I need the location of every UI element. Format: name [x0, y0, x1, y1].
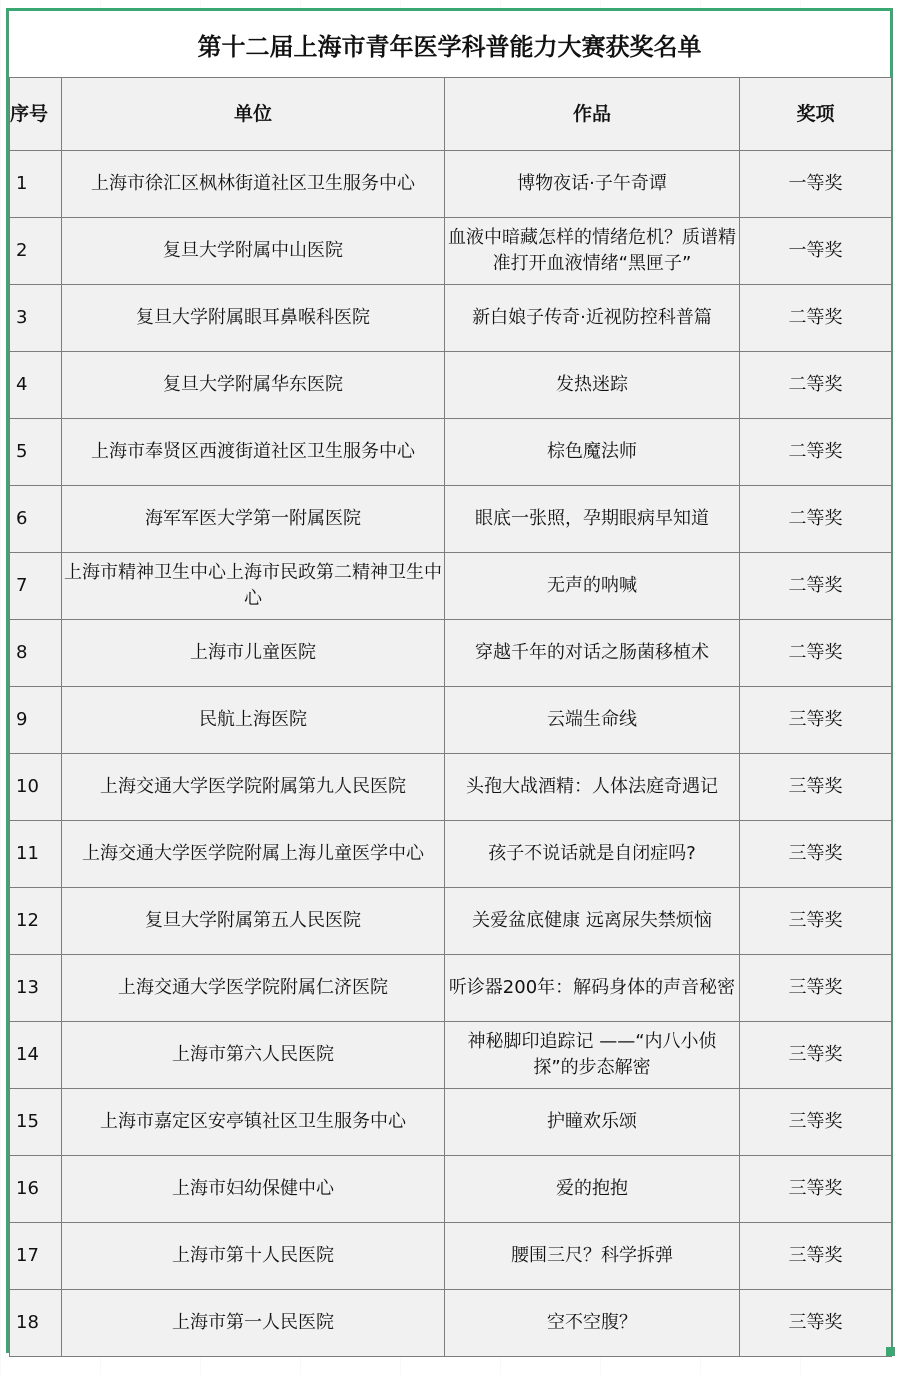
cell-award[interactable]: 二等奖	[740, 620, 892, 687]
cell-unit[interactable]: 上海市精神卫生中心上海市民政第二精神卫生中心	[62, 553, 445, 620]
cell-award[interactable]: 二等奖	[740, 352, 892, 419]
table-row	[10, 151, 892, 218]
cell-unit[interactable]: 复旦大学附属第五人民医院	[62, 888, 445, 955]
table-row	[10, 1089, 892, 1156]
cell-work[interactable]: 护瞳欢乐颂	[445, 1089, 740, 1156]
cell-no[interactable]: 1	[10, 151, 62, 218]
cell-unit[interactable]: 民航上海医院	[62, 687, 445, 754]
cell-no[interactable]: 15	[10, 1089, 62, 1156]
cell-work[interactable]: 听诊器200年：解码身体的声音秘密	[445, 955, 740, 1022]
cell-unit[interactable]: 上海市奉贤区西渡街道社区卫生服务中心	[62, 419, 445, 486]
cell-award[interactable]: 三等奖	[740, 955, 892, 1022]
cell-work[interactable]: 空不空腹？	[445, 1290, 740, 1357]
cell-no[interactable]: 9	[10, 687, 62, 754]
cell-award[interactable]: 二等奖	[740, 419, 892, 486]
header-no[interactable]: 序号	[10, 78, 62, 151]
cell-award[interactable]: 一等奖	[740, 151, 892, 218]
cell-no[interactable]: 2	[10, 218, 62, 285]
table-row	[10, 620, 892, 687]
table-row	[10, 352, 892, 419]
cell-no[interactable]: 10	[10, 754, 62, 821]
cell-award[interactable]: 二等奖	[740, 486, 892, 553]
cell-no[interactable]: 4	[10, 352, 62, 419]
cell-award[interactable]: 三等奖	[740, 821, 892, 888]
cell-work[interactable]: 发热迷踪	[445, 352, 740, 419]
cell-award[interactable]: 三等奖	[740, 687, 892, 754]
cell-award[interactable]: 三等奖	[740, 1156, 892, 1223]
selected-range[interactable]	[6, 8, 893, 1353]
fill-handle[interactable]	[886, 1347, 895, 1356]
table-row	[10, 754, 892, 821]
cell-work[interactable]: 云端生命线	[445, 687, 740, 754]
cell-award[interactable]: 三等奖	[740, 1223, 892, 1290]
table-row	[10, 888, 892, 955]
cell-work[interactable]: 眼底一张照，孕期眼病早知道	[445, 486, 740, 553]
cell-unit[interactable]: 上海交通大学医学院附属上海儿童医学中心	[62, 821, 445, 888]
header-row	[10, 78, 892, 151]
cell-no[interactable]: 11	[10, 821, 62, 888]
cell-no[interactable]: 16	[10, 1156, 62, 1223]
cell-unit[interactable]: 上海市第一人民医院	[62, 1290, 445, 1357]
table-row	[10, 419, 892, 486]
cell-award[interactable]: 二等奖	[740, 285, 892, 352]
cell-work[interactable]: 头孢大战酒精：人体法庭奇遇记	[445, 754, 740, 821]
cell-no[interactable]: 6	[10, 486, 62, 553]
cell-unit[interactable]: 上海市第六人民医院	[62, 1022, 445, 1089]
cell-award[interactable]: 三等奖	[740, 1290, 892, 1357]
cell-work[interactable]: 无声的呐喊	[445, 553, 740, 620]
table-row	[10, 285, 892, 352]
cell-work[interactable]: 新白娘子传奇·近视防控科普篇	[445, 285, 740, 352]
table-row	[10, 1156, 892, 1223]
cell-unit[interactable]: 上海市第十人民医院	[62, 1223, 445, 1290]
cell-no[interactable]: 13	[10, 955, 62, 1022]
cell-award[interactable]: 三等奖	[740, 1022, 892, 1089]
header-award[interactable]: 奖项	[740, 78, 892, 151]
cell-work[interactable]: 博物夜话·子午奇谭	[445, 151, 740, 218]
header-unit[interactable]: 单位	[62, 78, 445, 151]
cell-unit[interactable]: 复旦大学附属中山医院	[62, 218, 445, 285]
cell-award[interactable]: 三等奖	[740, 888, 892, 955]
cell-no[interactable]: 3	[10, 285, 62, 352]
cell-no[interactable]: 5	[10, 419, 62, 486]
table-row	[10, 1290, 892, 1357]
cell-unit[interactable]: 上海交通大学医学院附属仁济医院	[62, 955, 445, 1022]
table-row	[10, 687, 892, 754]
cell-unit[interactable]: 海军军医大学第一附属医院	[62, 486, 445, 553]
cell-work[interactable]: 爱的抱抱	[445, 1156, 740, 1223]
cell-unit[interactable]: 复旦大学附属华东医院	[62, 352, 445, 419]
awards-table	[9, 77, 892, 1357]
cell-no[interactable]: 14	[10, 1022, 62, 1089]
header-work[interactable]: 作品	[445, 78, 740, 151]
cell-unit[interactable]: 上海市徐汇区枫林街道社区卫生服务中心	[62, 151, 445, 218]
cell-work[interactable]: 棕色魔法师	[445, 419, 740, 486]
cell-work[interactable]: 腰围三尺？科学拆弹	[445, 1223, 740, 1290]
cell-award[interactable]: 二等奖	[740, 553, 892, 620]
table-row	[10, 955, 892, 1022]
cell-work[interactable]: 孩子不说话就是自闭症吗?	[445, 821, 740, 888]
table-row	[10, 1223, 892, 1290]
cell-unit[interactable]: 复旦大学附属眼耳鼻喉科医院	[62, 285, 445, 352]
cell-award[interactable]: 三等奖	[740, 1089, 892, 1156]
cell-unit[interactable]: 上海交通大学医学院附属第九人民医院	[62, 754, 445, 821]
cell-award[interactable]: 一等奖	[740, 218, 892, 285]
cell-no[interactable]: 18	[10, 1290, 62, 1357]
cell-work[interactable]: 关爱盆底健康 远离尿失禁烦恼	[445, 888, 740, 955]
cell-work[interactable]: 神秘脚印追踪记 ——“内八小侦探”的步态解密	[445, 1022, 740, 1089]
table-row	[10, 821, 892, 888]
table-row	[10, 1022, 892, 1089]
cell-award[interactable]: 三等奖	[740, 754, 892, 821]
table-row	[10, 553, 892, 620]
cell-no[interactable]: 17	[10, 1223, 62, 1290]
cell-no[interactable]: 12	[10, 888, 62, 955]
cell-work[interactable]: 血液中暗藏怎样的情绪危机？质谱精准打开血液情绪“黑匣子”	[445, 218, 740, 285]
cell-unit[interactable]: 上海市嘉定区安亭镇社区卫生服务中心	[62, 1089, 445, 1156]
cell-unit[interactable]: 上海市儿童医院	[62, 620, 445, 687]
cell-work[interactable]: 穿越千年的对话之肠菌移植术	[445, 620, 740, 687]
cell-no[interactable]: 8	[10, 620, 62, 687]
table-row	[10, 486, 892, 553]
cell-unit[interactable]: 上海市妇幼保健中心	[62, 1156, 445, 1223]
sheet-title[interactable]: 第十二届上海市青年医学科普能力大赛获奖名单	[9, 11, 890, 78]
cell-no[interactable]: 7	[10, 553, 62, 620]
table-row	[10, 218, 892, 285]
